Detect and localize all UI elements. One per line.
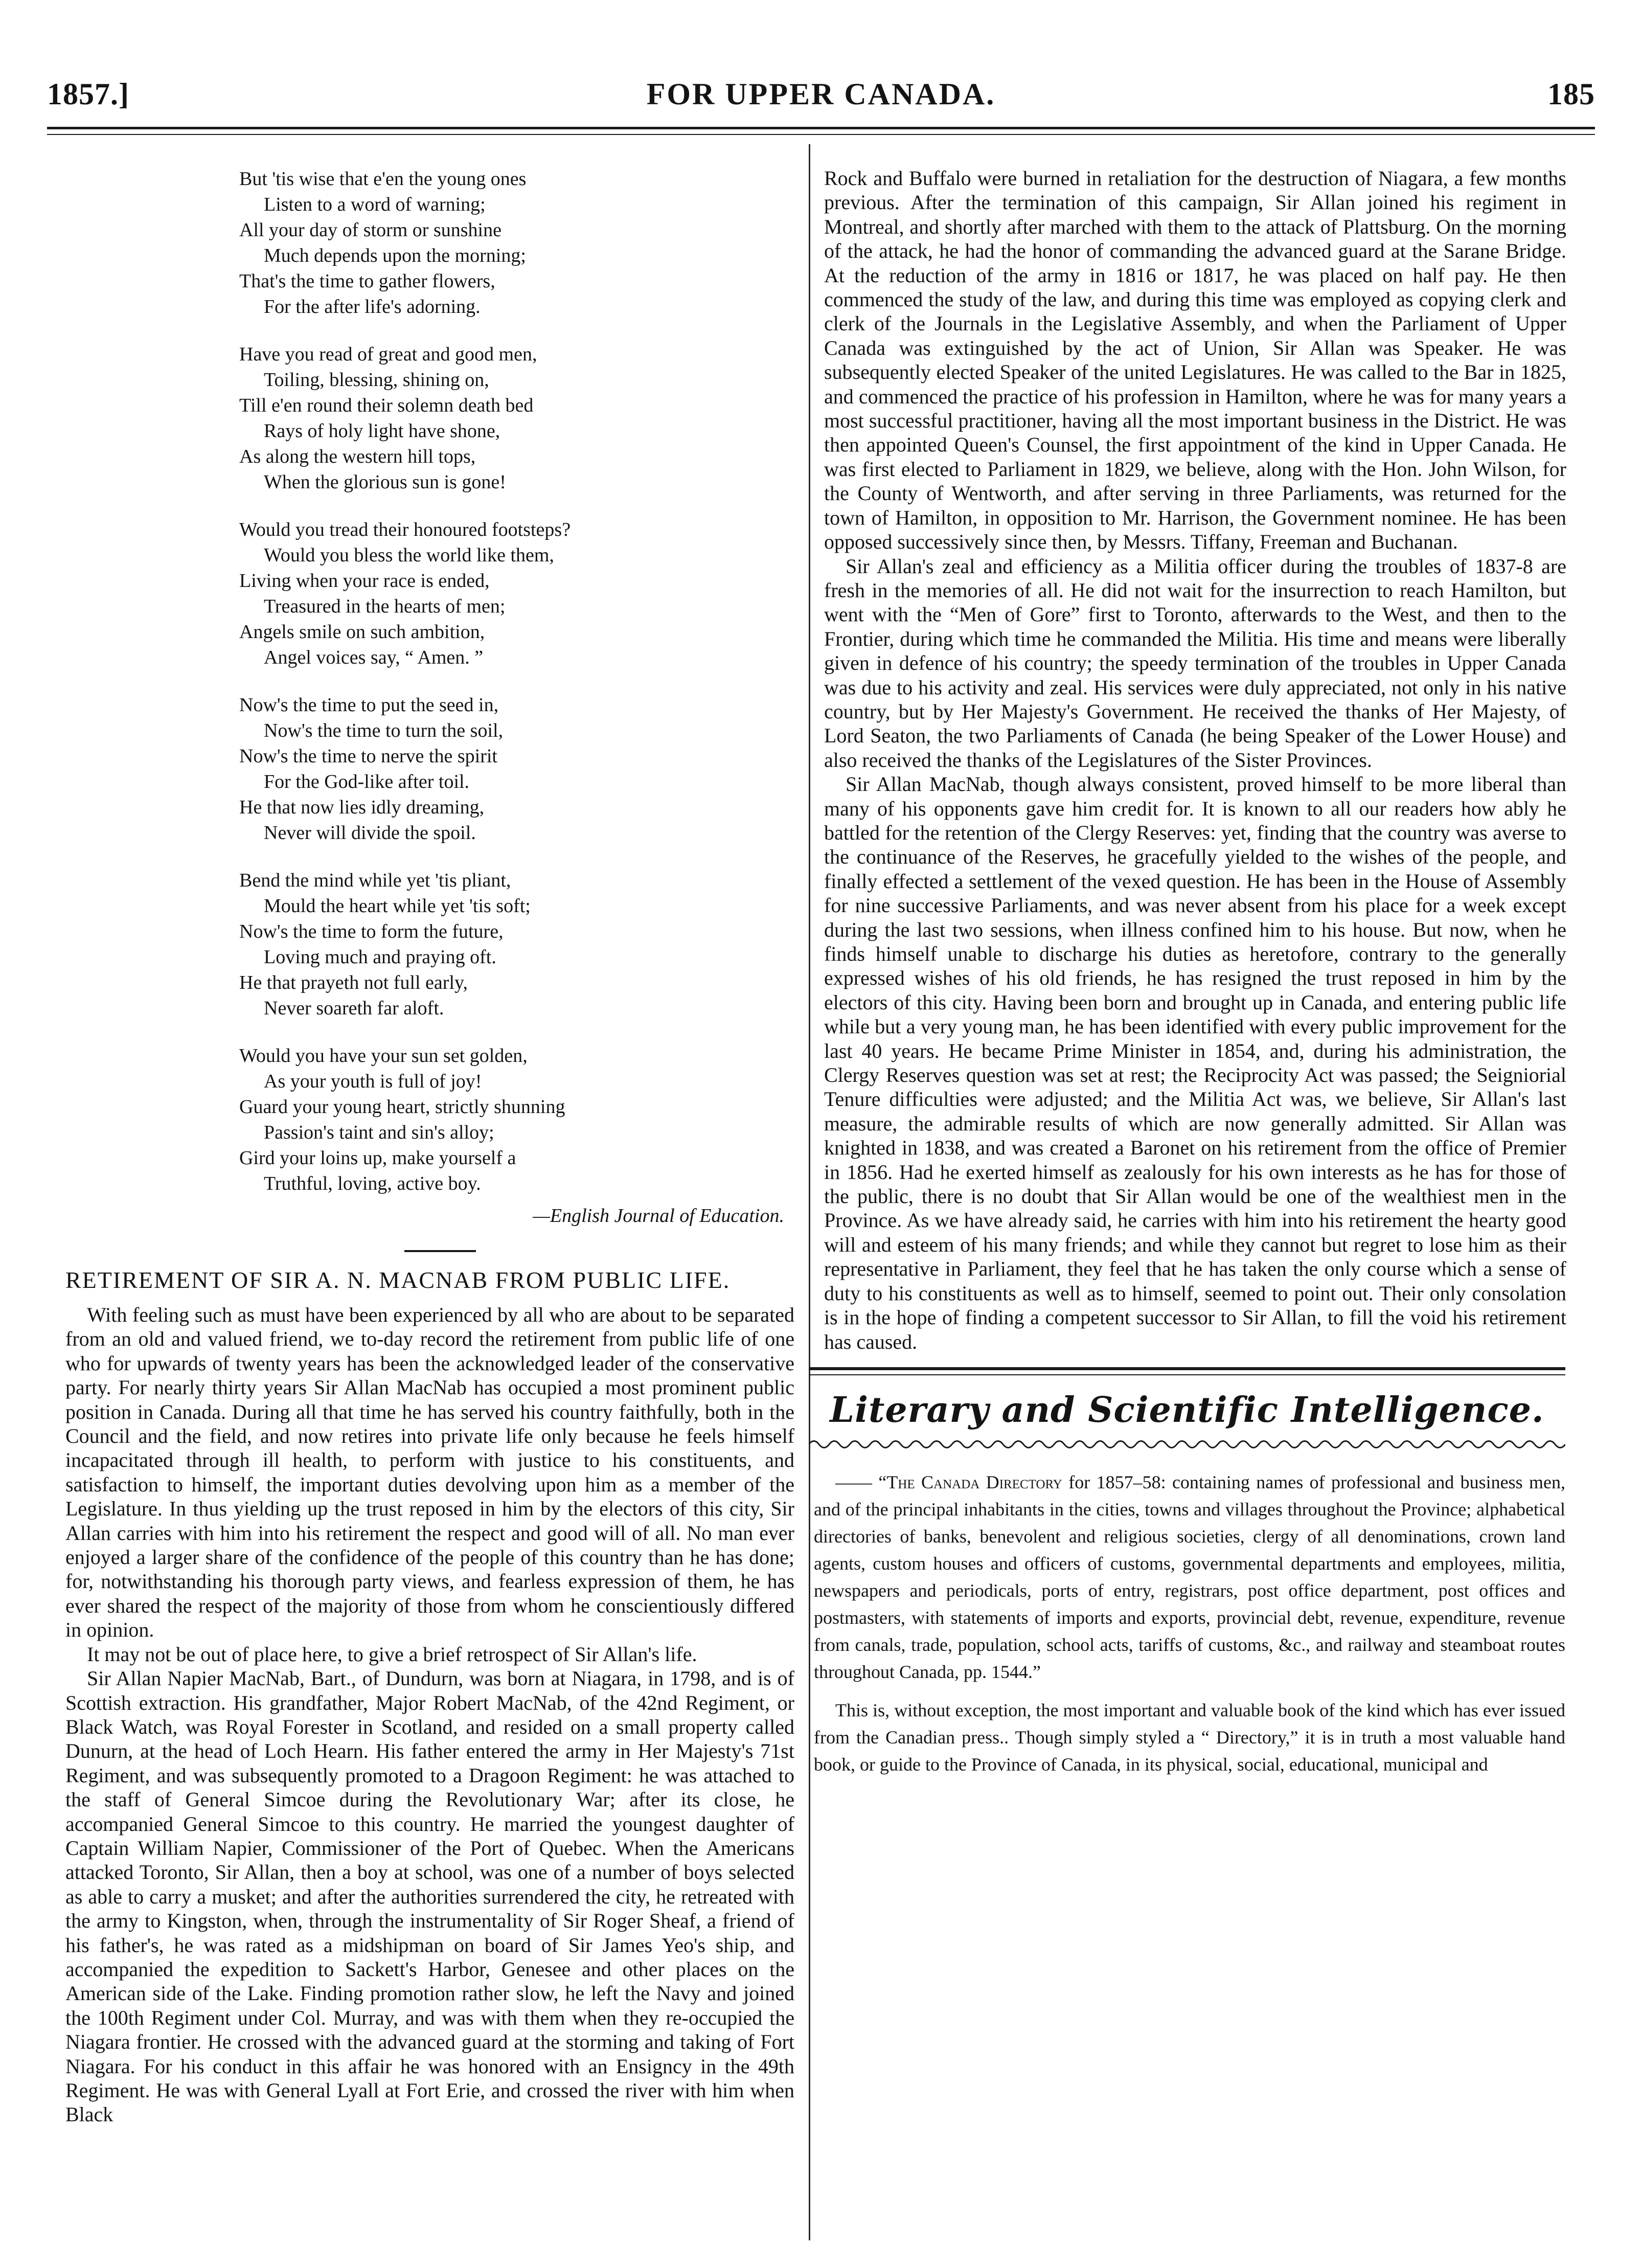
poem-line: Guard your young heart, strictly shunning bbox=[239, 1096, 565, 1118]
poem-line: Living when your race is ended, bbox=[239, 570, 490, 592]
column-divider bbox=[809, 144, 810, 2240]
article-paragraph: With feeling such as must have been experienced by all who are about to be separated from an old and valued friend, we to-day record the retirement from public life of one who for upwards of twenty years has been the acknowledged leader of the conservative party. For nearly thirty years Sir Allan MacNab has occupied a most prominent public position in Canada. During all that time he has served his country faithfully, both in the Council and the field, and now retires into private life only because he feels himself incapacitated through ill health, to perform with justice to his constituents, and satisfaction to himself, the important duties devolving upon him as a member of the Legislature. In thus yielding up the trust reposed in him by the electors of this city, Sir Allan carries with him into his retirement the respect and good will of all. No man ever enjoyed a larger share of the confidence of the people of this country than he has done; for, notwithstanding his thorough party views, and fearless expression of them, he has ever shared the respect of the majority of those from whom he conscientiously differed in opinion. bbox=[65, 1303, 794, 1642]
literary-paragraph: This is, without exception, the most important and valuable book of the kind which has ever issued from the Canadian press.. Though simply styled a “ Directory,” it is in truth a most valuable hand book, or guide to the Province of Canada, in its physical, social, educational, municipal and bbox=[814, 1699, 1565, 1775]
page-number: 185 bbox=[1547, 77, 1595, 111]
poem-stanza bbox=[239, 166, 750, 320]
poem-line: Have you read of great and good men, bbox=[239, 344, 537, 365]
poem-line: Much depends upon the morning; bbox=[264, 245, 526, 266]
poem-line: Listen to a word of warning; bbox=[264, 194, 486, 215]
poem-stanza bbox=[239, 342, 750, 495]
poem-line: He that now lies idly dreaming, bbox=[239, 797, 485, 818]
poem-line: Gird your loins up, make yourself a bbox=[239, 1147, 516, 1169]
poem-line: Would you bless the world like them, bbox=[264, 545, 554, 566]
header-year: 1857.] bbox=[47, 77, 129, 111]
article-paragraph: Rock and Buffalo were burned in retaliation for the destruction of Niagara, a few months previous. After the termination of this campaign, Sir Allan joined his regiment in Montreal, and shortly after marched with them to the attack of Plattsburg. On the morning of the attack, he had the honor of commanding the advanced guard at the Sarane Bridge. At the reduction of the army in 1816 or 1817, he was placed on half pay. He then commenced the study of the law, and during this time was employed as copying clerk and clerk of the Journals in the Legislative Assembly, and when the Parliament of Upper Canada was extinguished by the act of Union, Sir Allan was Speaker. He was subsequently elected Speaker of the united Legislatures. He was called to the Bar in 1825, and commenced the practice of his profession in Hamilton, where he was for many years a most successful practitioner, having all the most important business in the District. He was then appointed Queen's Counsel, the first appointment of the kind in Upper Canada. He was first elected to Parliament in 1829, we believe, along with the Hon. John Wilson, for the County of Wentworth, and after serving in three Parliaments, was returned for the town of Hamilton, in opposition to Mr. Harrison, the Government nominee. He has been opposed successively since then, by Messrs. Tiffany, Freeman and Buchanan. bbox=[824, 167, 1566, 554]
poem-line: Bend the mind while yet 'tis pliant, bbox=[239, 870, 511, 891]
poem-line: Truthful, loving, active boy. bbox=[264, 1173, 481, 1194]
poem-line: Now's the time to turn the soil, bbox=[264, 720, 504, 741]
poem-stanza bbox=[239, 692, 750, 846]
poem-line: Would you tread their honoured footsteps? bbox=[239, 519, 571, 540]
poem-line: Mould the heart while yet 'tis soft; bbox=[264, 895, 531, 917]
article-paragraph: Sir Allan MacNab, though always consistent, proved himself to be more liberal than many of his opponents gave him credit for. It is known to all our readers how ably he battled for the retention of the Clergy Reserves: yet, finding that the country was averse to the continuance of the Reserves, he gracefully yielded to the wishes of the people, and finally effected a settlement of the vexed question. He has been in the House of Assembly for nine successive Parliaments, and was never absent from his place for a week except during the last two sessions, when illness confined him to his house. But now, when he finds himself unable to discharge his duties as heretofore, contrary to the generally expressed wishes of his old friends, he has resigned the trust reposed in him by the electors of this city. Having been born and brought up in Canada, and entering public life while but a very young man, he has been identified with every public improvement for the last 40 years. He became Prime Minister in 1854, and, during his administration, the Clergy Reserves question was set at rest; the Reciprocity Act was passed; the Seigniorial Tenure difficulties were adjusted; and the Militia Act was, we believe, Sir Allan's last measure, the admirable results of which are now generally admitted. Sir Allan was knighted in 1838, and was created a Baronet on his retirement from the office of Premier in 1856. Had he exerted himself as zealously for his own interests as he has for those of the public, there is no doubt that Sir Allan would be one of the wealthiest men in the Province. As we have already said, he carries with him into his retirement the hearty good will and esteem of his many friends; and while they cannot but regret to lose him as their representative in Parliament, they feel that he has taken the only course which a sense of duty to his constituents as well as to himself, seemed to point out. Their only consolation is in the hope of finding a competent successor to Sir Allan, to fill the void his retirement has caused. bbox=[824, 773, 1566, 1353]
article-title: RETIREMENT OF SIR A. N. MACNAB FROM PUBLIC LIFE. bbox=[65, 1267, 731, 1293]
poem-line: Never will divide the spoil. bbox=[264, 822, 476, 844]
poem-line: Angels smile on such ambition, bbox=[239, 621, 485, 643]
poem-stanza bbox=[239, 1043, 750, 1196]
poem-line: All your day of storm or sunshine bbox=[239, 219, 501, 241]
poem-line: Never soareth far aloft. bbox=[264, 997, 444, 1019]
poem-line: For the God-like after toil. bbox=[264, 771, 470, 792]
poem-line: Rays of holy light have shone, bbox=[264, 420, 500, 442]
poem-line: Treasured in the hearts of men; bbox=[264, 596, 506, 617]
poem-stanza bbox=[239, 517, 750, 670]
right-column bbox=[814, 166, 1566, 1778]
directory-title: The Canada Directory bbox=[886, 1471, 1062, 1492]
separator-rule bbox=[404, 1250, 476, 1252]
poem-line: Passion's taint and sin's alloy; bbox=[264, 1122, 494, 1143]
poem-line: As along the western hill tops, bbox=[239, 446, 476, 467]
article-paragraph: It may not be out of place here, to give a brief retrospect of Sir Allan's life. bbox=[87, 1642, 697, 1666]
section-rule-thin bbox=[809, 1374, 1565, 1375]
poem-line: He that prayeth not full early, bbox=[239, 972, 468, 993]
poem-line: Would you have your sun set golden, bbox=[239, 1045, 528, 1067]
poem-attribution: —English Journal of Education. bbox=[533, 1205, 784, 1227]
poem-line: For the after life's adorning. bbox=[264, 296, 481, 317]
poem-line: Toiling, blessing, shining on, bbox=[264, 369, 489, 391]
header-rule-thick bbox=[47, 127, 1595, 129]
poem-line: Angel voices say, “ Amen. ” bbox=[264, 647, 484, 668]
wavy-rule bbox=[809, 1438, 1565, 1451]
poem-line: Loving much and praying oft. bbox=[264, 946, 496, 968]
poem-stanza bbox=[239, 868, 750, 1021]
poem-line: As your youth is full of joy! bbox=[264, 1071, 482, 1092]
article-paragraph: Sir Allan Napier MacNab, Bart., of Dundurn, was born at Niagara, in 1798, and is of Scottish extraction. His grandfather, Major Robert MacNab, of the 42nd Regiment, or Black Watch, was Royal Forester in Scotland, and resided on a small property called Dunurn, at the head of Loch Hearn. His father entered the army in Her Majesty's 71st Regiment, and was subsequently promoted to a Dragoon Regiment: he was attached to the staff of General Simcoe during the Revolutionary War; after its close, he accompanied General Simcoe to this country. He married the youngest daughter of Captain William Napier, Commissioner of the Port of Quebec. When the Americans attacked Toronto, Sir Allan, then a boy at school, was one of a number of boys selected as able to carry a musket; and after the authorities surrendered the city, he retreated with the army to Kingston, when, through the instrumentality of Sir Roger Sheaf, a friend of his father's, he was rated as a midshipman on board of Sir James Yeo's ship, and accompanied the expedition to Sackett's Harbor, Genesee and other places on the American side of the Lake. Finding promotion rather slow, he left the Navy and joined the 100th Regiment under Col. Murray, and was with them when they re-occupied the Niagara frontier. He crossed with the advanced guard at the storming and taking of Fort Niagara. For his conduct in this affair he was honored with an Ensigncy in the 49th Regiment. He was with General Lyall at Fort Erie, and crossed the river with him when Black bbox=[65, 1667, 794, 2126]
article-paragraph: Sir Allan's zeal and efficiency as a Militia officer during the troubles of 1837-8 are fresh in the memories of all. He did not wait for the insurrection to reach Hamilton, but went with the “Men of Gore” first to Toronto, afterwards to the West, and then to the Frontier, during which time he commanded the Militia. His time and means were liberally given in defence of his country; the speedy termination of the troubles in Upper Canada was due to his activity and zeal. His services were duly appreciated, not only in his native country, but by Her Majesty's Government. He received the thanks of Her Majesty, of Lord Seaton, the two Parliaments of Canada (he being Speaker of the Lower House) and also received the thanks of the Legislatures of the Sister Provinces. bbox=[824, 554, 1566, 772]
section-rule-thick bbox=[809, 1367, 1565, 1370]
poem-line: When the glorious sun is gone! bbox=[264, 471, 506, 493]
page-header bbox=[47, 77, 1595, 123]
literary-section bbox=[814, 1469, 1566, 1778]
section-title: Literary and Scientific Intelligence. bbox=[830, 1389, 1544, 1431]
header-title: FOR UPPER CANADA. bbox=[646, 77, 996, 111]
poem-line: Now's the time to nerve the spirit bbox=[239, 745, 497, 767]
directory-description: for 1857–58: containing names of professional and business men, and of the principal inhabitants in the cities, towns and villages throughout the Province; alphabetical directories of banks, benevolent and religious societies, clergy of all denominations, crown land agents, custom houses and officers of customs, governmental departments and employees, militia, newspapers and periodicals, ports of entry, registrars, post office department, post offices and postmasters, with statements of imports and exports, provincial debt, revenue, expenditure, revenue from canals, trade, population, school acts, tariffs of customs, &c., and railway and steamboat routes throughout Canada, pp. 1544.” bbox=[814, 1471, 1566, 1682]
directory-entry bbox=[814, 1469, 1565, 1686]
poem-line: Now's the time to put the seed in, bbox=[239, 694, 499, 716]
poem-line: That's the time to gather flowers, bbox=[239, 270, 495, 292]
poem-line: But 'tis wise that e'en the young ones bbox=[239, 168, 527, 190]
header-rule-thin bbox=[47, 134, 1595, 135]
poem bbox=[239, 166, 750, 1196]
entry-dash: —— “ bbox=[835, 1471, 887, 1492]
poem-line: Till e'en round their solemn death bed bbox=[239, 395, 534, 416]
poem-line: Now's the time to form the future, bbox=[239, 921, 504, 942]
left-column bbox=[65, 166, 794, 2127]
